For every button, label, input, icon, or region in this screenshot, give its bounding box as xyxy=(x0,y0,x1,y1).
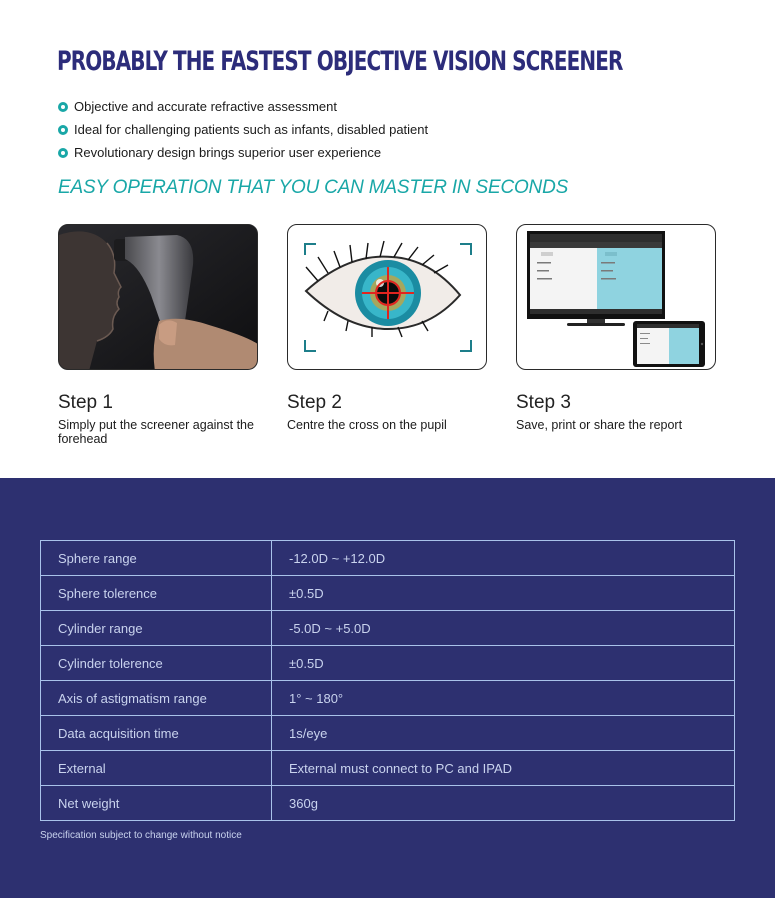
screener-forehead-illustration xyxy=(59,225,258,370)
footnote: Specification subject to change without notice xyxy=(40,830,242,841)
specifications-panel xyxy=(0,478,775,898)
feature-item xyxy=(58,141,428,164)
step-description: Simply put the screener against the forehead xyxy=(58,418,254,446)
table-row xyxy=(41,751,735,786)
headline: PROBABLY THE FASTEST OBJECTIVE VISION SCREENER xyxy=(57,46,623,77)
step-title: Step 2 xyxy=(287,392,342,413)
spec-value: 1s/eye xyxy=(272,716,735,751)
step-3 xyxy=(516,224,716,432)
feature-text: Objective and accurate refractive assessment xyxy=(74,99,338,114)
feature-list xyxy=(58,95,428,164)
bullet-dot-icon xyxy=(58,102,68,112)
subheadline: EASY OPERATION THAT YOU CAN MASTER IN SECONDS xyxy=(58,177,569,198)
step-description: Save, print or share the report xyxy=(516,418,683,432)
step-3-devices-image xyxy=(516,224,716,370)
step-2-eye-image xyxy=(287,224,487,370)
table-row xyxy=(41,681,735,716)
step-1-photo xyxy=(58,224,258,370)
spec-value: ±0.5D xyxy=(272,646,735,681)
spec-label: Axis of astigmatism range xyxy=(41,681,272,716)
spec-value: -12.0D ~ +12.0D xyxy=(272,541,735,576)
specifications-table xyxy=(40,540,735,821)
feature-text: Revolutionary design brings superior user experience xyxy=(74,145,382,160)
table-row xyxy=(41,541,735,576)
spec-label: Sphere range xyxy=(41,541,272,576)
step-description: Centre the cross on the pupil xyxy=(287,418,447,432)
spec-value: ±0.5D xyxy=(272,576,735,611)
table-row xyxy=(41,611,735,646)
feature-text: Ideal for challenging patients such as infants, disabled patient xyxy=(74,122,429,137)
feature-item xyxy=(58,118,428,141)
spec-label: External xyxy=(41,751,272,786)
feature-item xyxy=(58,95,428,118)
monitor-tablet-illustration xyxy=(517,225,716,370)
spec-label: Sphere tolerence xyxy=(41,576,272,611)
table-row xyxy=(41,716,735,751)
table-row xyxy=(41,786,735,821)
bullet-dot-icon xyxy=(58,148,68,158)
spec-value: External must connect to PC and IPAD xyxy=(272,751,735,786)
spec-label: Cylinder tolerence xyxy=(41,646,272,681)
table-row xyxy=(41,576,735,611)
step-2 xyxy=(287,224,487,432)
spec-label: Net weight xyxy=(41,786,272,821)
spec-label: Data acquisition time xyxy=(41,716,272,751)
spec-label: Cylinder range xyxy=(41,611,272,646)
step-1 xyxy=(58,224,258,446)
step-title: Step 3 xyxy=(516,392,571,413)
bullet-dot-icon xyxy=(58,125,68,135)
step-title: Step 1 xyxy=(58,392,113,413)
table-row xyxy=(41,646,735,681)
eye-target-illustration xyxy=(288,225,487,370)
spec-value: -5.0D ~ +5.0D xyxy=(272,611,735,646)
spec-value: 1° ~ 180° xyxy=(272,681,735,716)
spec-value: 360g xyxy=(272,786,735,821)
